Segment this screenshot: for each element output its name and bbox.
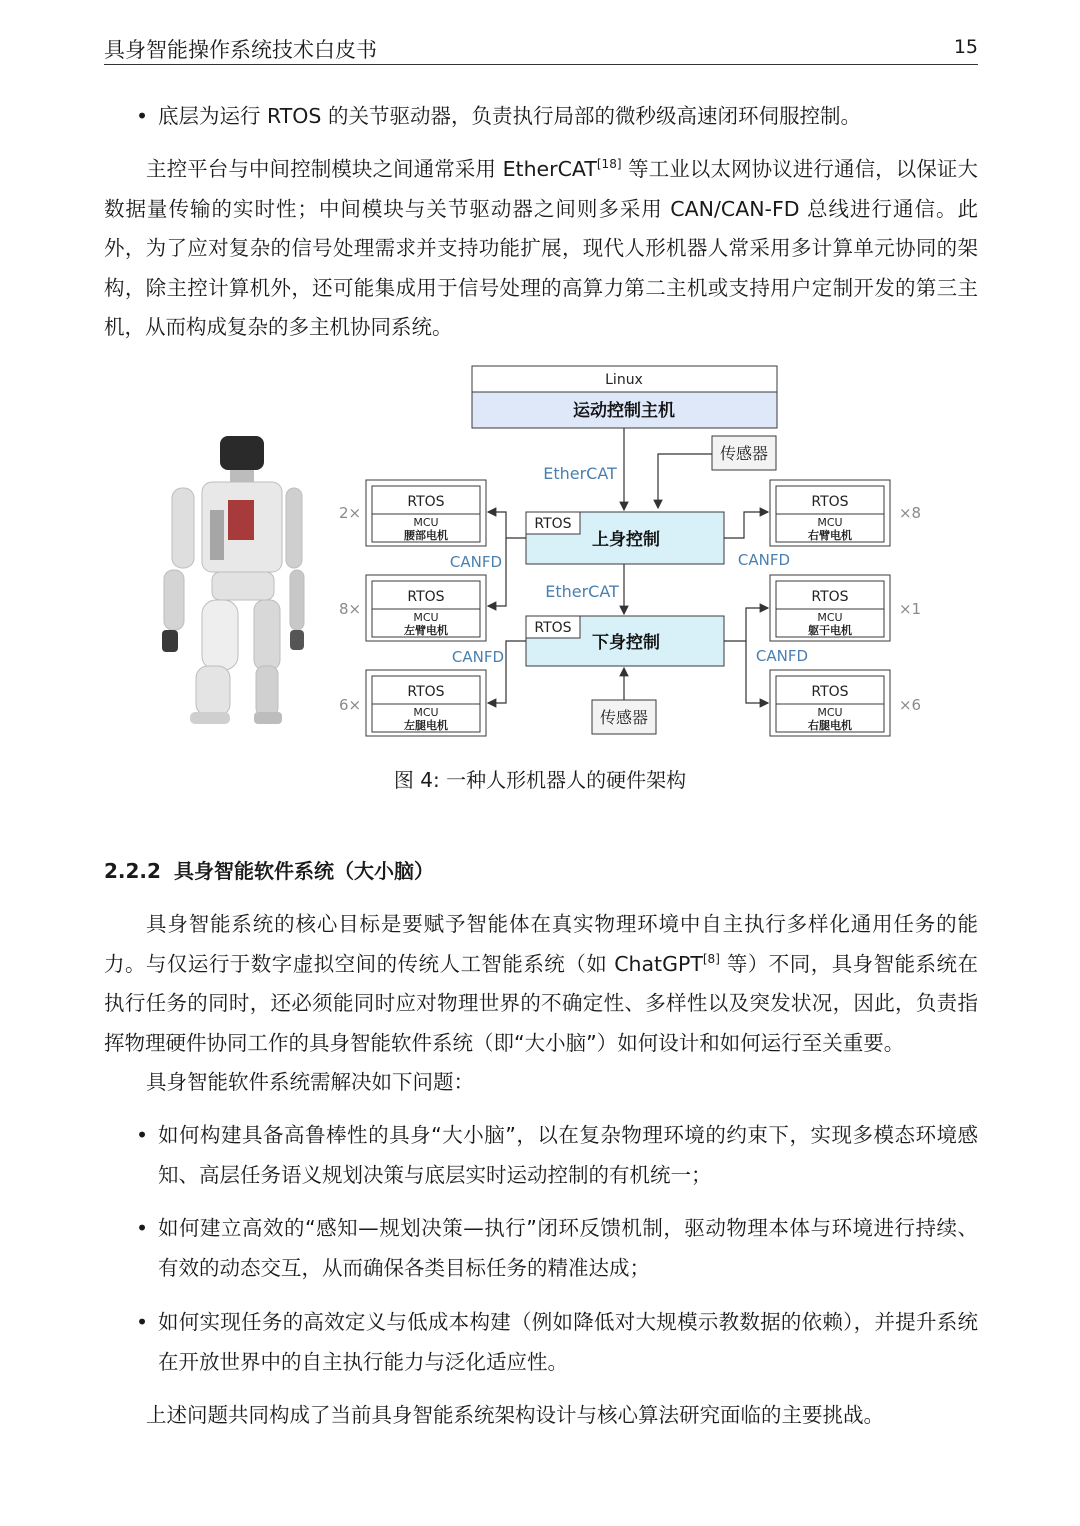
lower-to-torso-arrow <box>724 608 768 641</box>
bullet-top <box>136 97 978 137</box>
lower-control-label: 下身控制 <box>592 633 660 653</box>
svg-text:MCU: MCU <box>817 706 843 719</box>
svg-text:RTOS: RTOS <box>407 589 445 605</box>
svg-text:RTOS: RTOS <box>407 684 445 700</box>
svg-text:RTOS: RTOS <box>811 684 849 700</box>
svg-text:RTOS: RTOS <box>811 494 849 510</box>
para2-text-b: 等）不同，具身智能系统在执行任务的同时，还必须能同时应对物理世界的不确定性、多样性以及突发状况，因此，负责指挥物理硬件协同工作的具身智能软件系统（即“大小脑”）如何设计和如何运行至关重要。 <box>104 951 978 1055</box>
canfd-label-ll: CANFD <box>451 648 505 666</box>
upper-to-right-arm-arrow <box>724 512 768 538</box>
sensor-top-arrow <box>658 454 712 508</box>
bullet-2 <box>136 1209 978 1288</box>
para1-text-a: 主控平台与中间控制模块之间通常采用 EtherCAT <box>146 157 597 181</box>
section-title: 具身智能软件系统（大小脑） <box>174 859 434 883</box>
upper-to-waist-arrow <box>488 512 526 538</box>
citation-18[interactable]: [18] <box>596 157 622 172</box>
svg-text:右臂电机: 右臂电机 <box>808 529 852 542</box>
canfd-label-ul: CANFD <box>449 553 503 571</box>
ethercat-label-2: EtherCAT <box>545 582 619 601</box>
motor-left-arm <box>366 575 486 641</box>
para1-text-b: 等工业以太网协议进行通信，以保证大数据量传输的实时性；中间模块与关节驱动器之间则多采用 CAN/CAN-FD 总线进行通信。此外，为了应对复杂的信号处理需求并支持功能扩展，现代人形机器人常采用多计算单元协同的架构，除主控计算机外，还可能集成用于信号处理的高算力第二主机或支持用户定制开发的第三主机，从而构成复杂的多主机协同系统。 <box>104 157 979 339</box>
bullet-1-text: 如何构建具备高鲁棒性的具身“大小脑”，以在复杂物理环境的约束下，实现多模态环境感知、高层任务语义规划决策与底层实时运动控制的有机统一； <box>158 1123 978 1187</box>
robot-right-arm <box>286 488 302 568</box>
count-left-arm: 8× <box>338 600 362 618</box>
motor-waist <box>366 480 486 546</box>
svg-text:躯干电机: 躯干电机 <box>808 624 852 637</box>
bullet-dot: • <box>136 1123 149 1147</box>
linux-label: Linux <box>605 372 643 388</box>
svg-text:RTOS: RTOS <box>407 494 445 510</box>
page-header <box>104 30 978 65</box>
robot-left-leg <box>202 600 238 670</box>
robot-head <box>220 436 264 470</box>
count-right-arm: ×8 <box>898 504 922 522</box>
motor-right-arm <box>770 480 890 546</box>
hardware-architecture-diagram <box>330 360 930 745</box>
section-number: 2.2.2 <box>104 859 161 883</box>
robot-right-leg <box>254 600 280 670</box>
bullet-1 <box>136 1116 978 1195</box>
robot-image <box>150 430 310 730</box>
svg-text:MCU: MCU <box>817 611 843 624</box>
sensor-top-label: 传感器 <box>719 444 769 463</box>
bullet-2-text: 如何建立高效的“感知—规划决策—执行”闭环反馈机制，驱动物理本体与环境进行持续、有效的动态交互，从而确保各类目标任务的精准达成； <box>158 1216 978 1280</box>
paragraph-1 <box>104 150 978 348</box>
paragraph-3: 具身智能软件系统需解决如下问题： <box>146 1070 474 1094</box>
sensor-bottom-label: 传感器 <box>599 708 649 727</box>
bullet-dot: • <box>136 1310 149 1334</box>
svg-text:左臂电机: 左臂电机 <box>404 624 448 637</box>
upper-rtos-label: RTOS <box>534 516 572 532</box>
svg-text:MCU: MCU <box>413 611 439 624</box>
svg-text:MCU: MCU <box>817 516 843 529</box>
count-torso: ×1 <box>898 600 922 618</box>
count-left-leg: 6× <box>338 696 362 714</box>
page-number: 15 <box>953 36 978 58</box>
citation-8[interactable]: [8] <box>702 951 720 966</box>
para2-text-a: 具身智能系统的核心目标是要赋予智能体在真实物理环境中自主执行多样化通用任务的能力。与仅运行于数字虚拟空间的传统人工智能系统（如 ChatGPT <box>104 912 978 976</box>
lower-rtos-label: RTOS <box>534 620 572 636</box>
canfd-label-ur: CANFD <box>737 551 791 569</box>
motor-right-leg <box>770 670 890 736</box>
upper-control-label: 上身控制 <box>592 530 660 550</box>
bullet-top-text: 底层为运行 RTOS 的关节驱动器，负责执行局部的微秒级高速闭环伺服控制。 <box>158 104 861 128</box>
bullet-3 <box>136 1303 978 1382</box>
svg-text:MCU: MCU <box>413 516 439 529</box>
count-waist: 2× <box>338 504 362 522</box>
svg-text:RTOS: RTOS <box>811 589 849 605</box>
bullet-dot: • <box>136 1216 149 1240</box>
canfd-label-lr: CANFD <box>755 647 809 665</box>
motor-torso <box>770 575 890 641</box>
paragraph-2 <box>104 905 978 1063</box>
bullet-dot: • <box>136 104 149 128</box>
section-heading <box>104 855 434 884</box>
count-right-leg: ×6 <box>898 696 922 714</box>
svg-text:腰部电机: 腰部电机 <box>404 529 448 542</box>
main-host-label: 运动控制主机 <box>573 401 675 421</box>
svg-text:MCU: MCU <box>413 706 439 719</box>
header-title: 具身智能操作系统技术白皮书 <box>104 38 377 62</box>
figure-caption: 图 4: 一种人形机器人的硬件架构 <box>393 768 687 792</box>
upper-to-left-arm-arrow <box>488 538 506 606</box>
robot-left-arm <box>172 488 194 568</box>
svg-text:左腿电机: 左腿电机 <box>404 719 448 732</box>
svg-text:右腿电机: 右腿电机 <box>808 719 852 732</box>
paragraph-4: 上述问题共同构成了当前具身智能系统架构设计与核心算法研究面临的主要挑战。 <box>146 1403 884 1427</box>
bullet-3-text: 如何实现任务的高效定义与低成本构建（例如降低对大规模示教数据的依赖），并提升系统在开放世界中的自主执行能力与泛化适应性。 <box>158 1310 978 1374</box>
motor-left-leg <box>366 670 486 736</box>
ethercat-label-1: EtherCAT <box>543 464 617 483</box>
